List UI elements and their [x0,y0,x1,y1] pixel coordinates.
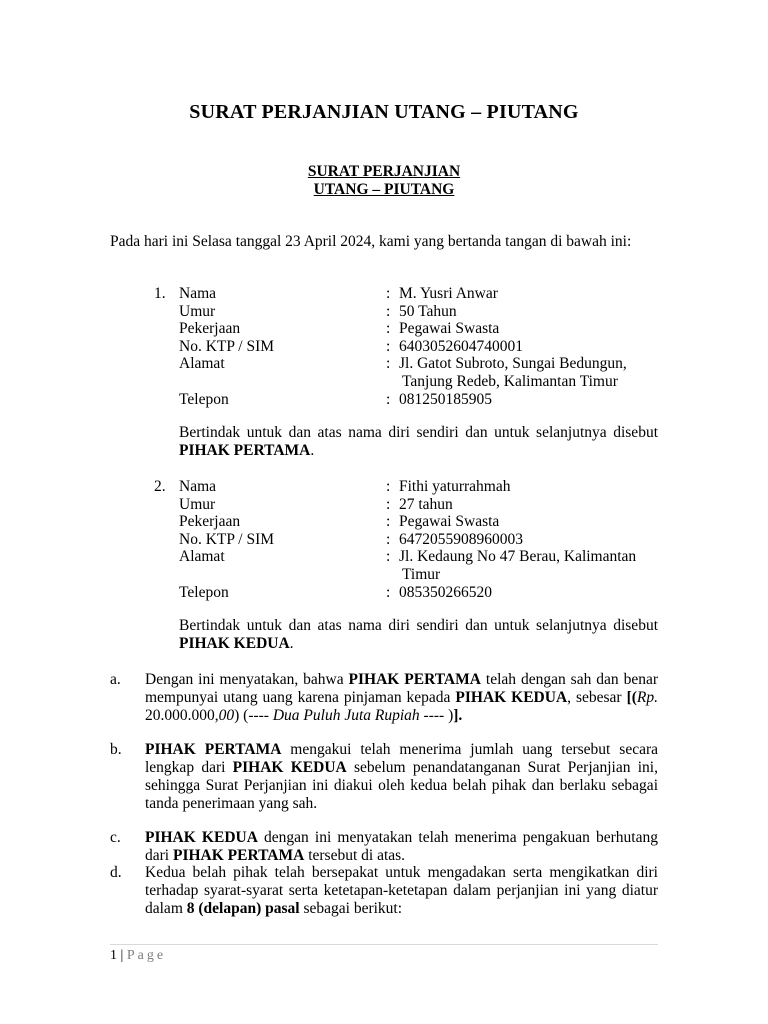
party-1-pekerjaan-value: Pegawai Swasta [399,320,500,338]
clause-a-bracket-open: [( [626,689,637,706]
clause-d-text-2: sebagai berikut: [299,900,403,917]
telepon-label: Telepon [179,390,229,408]
clause-c-text [145,829,658,865]
clause-a-amount-words: Dua Puluh Juta Rupiah [272,707,420,724]
document-subtitle [0,163,768,199]
party-1-umur-row [110,303,660,321]
clause-a-text-5: ) (---- [234,707,273,724]
colon: : [386,495,391,513]
party-2-telepon-row [110,584,660,602]
party-1-designation [179,424,658,460]
clause-a-text-3: , sebesar [567,689,627,706]
party-1-nama-value: M. Yusri Anwar [399,285,498,302]
clause-a-marker: a. [110,671,121,688]
party-1-telepon-row [110,391,660,409]
colon: : [386,513,391,531]
party-2-alamat-value [399,548,659,584]
party-1-number: 1. [154,285,166,302]
page-footer [110,947,166,965]
nama-label: Nama [179,285,217,302]
telepon-label: Telepon [179,583,229,601]
clause-a-text-1: Dengan ini menyatakan, bahwa [145,671,349,688]
party-2-designation-text: Bertindak untuk dan atas nama diri sendiri dan untuk selanjutnya disebut [179,617,658,634]
party-2-block [110,478,660,652]
period: . [310,442,315,459]
intro-paragraph: Pada hari ini Selasa tanggal 23 April 2024, kami yang bertanda tangan di bawah ini: [110,233,632,250]
colon: : [386,390,391,408]
clause-b-text-2: sebelum penandatanganan Surat Perjanjian ini, sehingga Surat Perjanjian ini diakui oleh kedua belah pihak dan berlaku sebagai tanda penerimaan yang sah. [145,759,658,812]
page-word: Page [126,948,167,963]
clause-d-marker: d. [110,864,122,881]
party-2-alamat-row [110,548,660,583]
party-1-role: PIHAK PERTAMA [179,442,311,459]
colon: : [386,302,391,320]
clause-a-text-6: ---- ) [419,707,454,724]
clause-a-amount: 20.000.000, [145,707,219,724]
ktp-label: No. KTP / SIM [179,337,275,355]
party-2-ktp-value: 6472055908960003 [399,530,523,548]
clause-c-party-second: PIHAK KEDUA [145,829,258,846]
party-1-ktp-row [110,338,660,356]
party-2-nama-value: Fithi yaturrahmah [399,478,511,495]
party-1-alamat-line-2: Tanjung Redeb, Kalimantan Timur [402,373,618,391]
period: . [289,635,294,652]
footer-divider [110,944,658,945]
party-2-umur-value: 27 tahun [399,495,453,513]
clause-d-text-1: Kedua belah pihak telah bersepakat untuk mengadakan serta mengikatkan diri terhadap syarat-syarat serta ketetapan-ketetapan dalam perjanjian ini yang diatur dalam [145,864,658,917]
clause-a-currency: Rp. [636,689,658,706]
party-2-alamat-line-2: Timur [402,566,441,584]
umur-label: Umur [179,302,216,320]
colon: : [386,530,391,548]
party-1-designation-text: Bertindak untuk dan atas nama diri sendiri dan untuk selanjutnya disebut [179,424,658,441]
party-2-ktp-row [110,531,660,549]
page-number: 1 [110,948,117,963]
party-1-alamat-value [399,355,659,391]
party-2-alamat-line-1: Jl. Kedaung No 47 Berau, Kalimantan [399,548,637,566]
ktp-label: No. KTP / SIM [179,530,275,548]
party-2-telepon-value: 085350266520 [399,583,492,601]
clause-b-text-1: mengakui telah menerima jumlah uang tersebut secara lengkap dari [145,741,659,776]
subtitle-line-1: SURAT PERJANJIAN [307,163,461,180]
alamat-label: Alamat [179,355,225,373]
party-2-designation [179,617,658,653]
colon: : [386,478,391,495]
clause-b-party-first: PIHAK PERTAMA [145,741,282,758]
page-separator: | [117,948,127,963]
party-1-ktp-value: 6403052604740001 [399,337,523,355]
clause-a-amount-cents: 00 [218,707,235,724]
party-1-block [110,285,660,459]
umur-label: Umur [179,495,216,513]
party-1-nama-row [110,285,660,303]
party-2-nama-row [110,478,660,496]
clause-b-text [145,741,658,813]
pekerjaan-label: Pekerjaan [179,513,241,531]
clause-a-party-first: PIHAK PERTAMA [348,671,481,688]
party-1-umur-value: 50 Tahun [399,302,457,320]
clause-a-text [145,671,658,725]
party-2-umur-row [110,496,660,514]
clause-d-text [145,864,658,918]
colon: : [386,355,391,373]
colon: : [386,337,391,355]
party-2-role: PIHAK KEDUA [179,635,290,652]
nama-label: Nama [179,478,217,495]
party-2-number: 2. [154,478,166,495]
clause-b-party-second: PIHAK KEDUA [232,759,347,776]
alamat-label: Alamat [179,548,225,566]
party-1-telepon-value: 081250185905 [399,390,492,408]
party-1-alamat-row [110,355,660,390]
clause-c-text-2: tersebut di atas. [304,847,406,864]
party-2-pekerjaan-value: Pegawai Swasta [399,513,500,531]
pekerjaan-label: Pekerjaan [179,320,241,338]
party-1-alamat-line-1: Jl. Gatot Subroto, Sungai Bedungun, [399,355,627,373]
clause-c-text-1: dengan ini menyatakan telah menerima pengakuan berhutang dari [145,829,658,864]
clause-a-party-second: PIHAK KEDUA [455,689,568,706]
document-title: SURAT PERJANJIAN UTANG – PIUTANG [189,101,579,123]
party-2-pekerjaan-row [110,513,660,531]
colon: : [386,548,391,566]
colon: : [386,583,391,601]
clause-a-bracket-close: ]. [453,707,463,724]
clause-c-marker: c. [110,829,121,846]
subtitle-line-2: UTANG – PIUTANG [313,181,455,198]
clause-d-pasal-count: 8 (delapan) pasal [186,900,300,917]
clause-b-marker: b. [110,741,122,758]
colon: : [386,320,391,338]
party-1-pekerjaan-row [110,320,660,338]
clause-a-text-2: telah dengan sah dan benar mempunyai utang uang karena pinjaman kepada [145,671,659,706]
clause-c-party-first: PIHAK PERTAMA [172,847,305,864]
colon: : [386,285,391,302]
